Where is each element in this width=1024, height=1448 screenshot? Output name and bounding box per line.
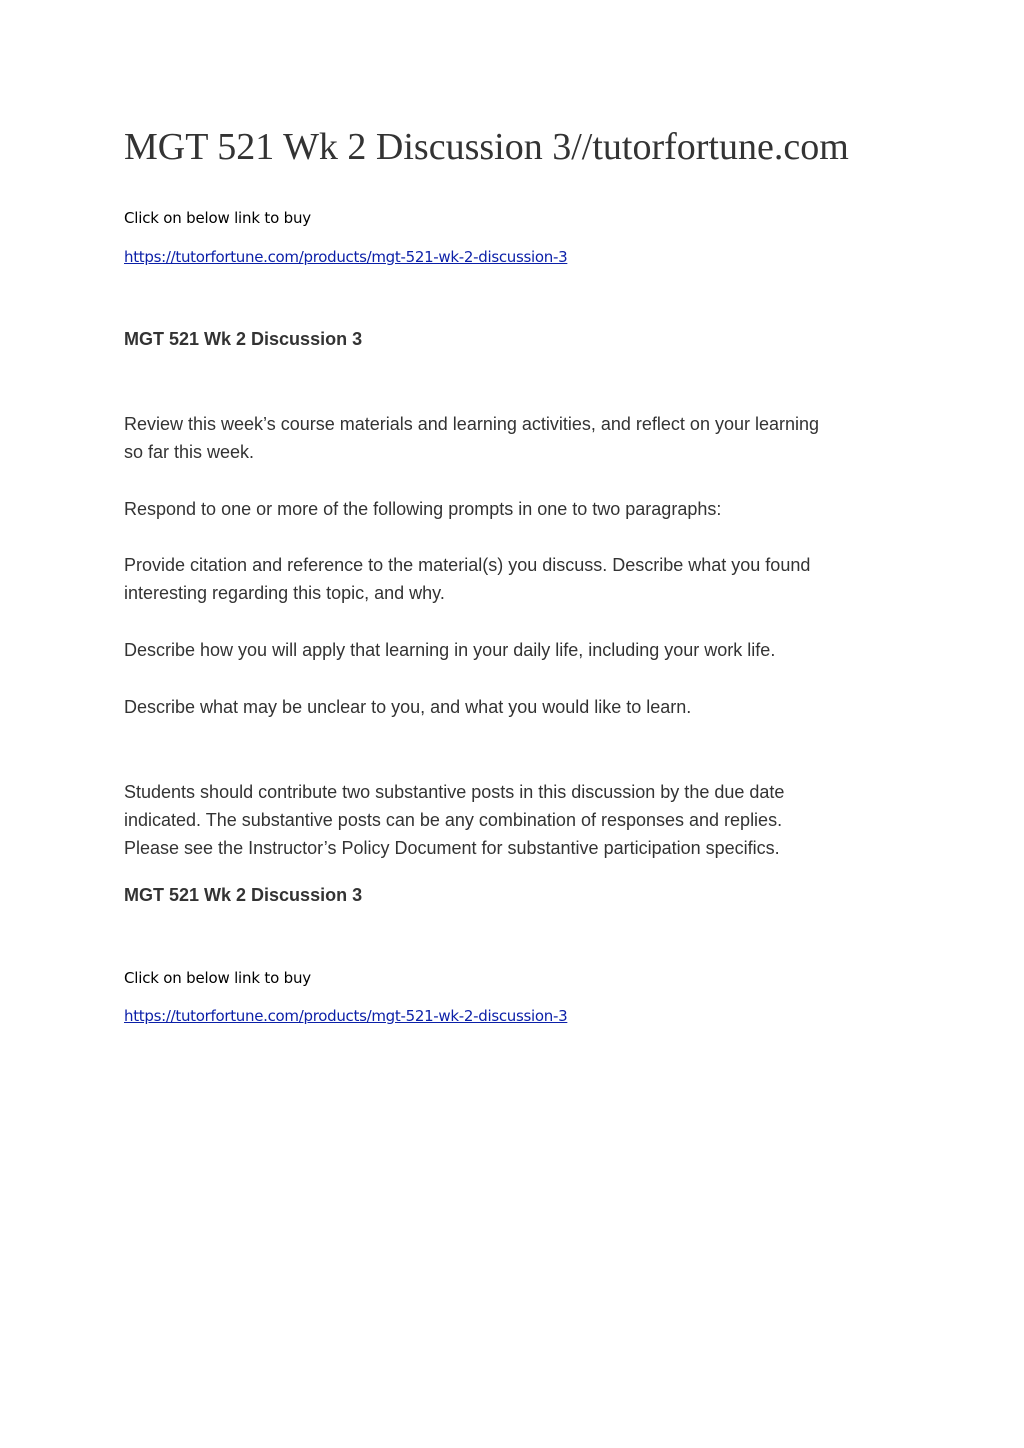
paragraph-apply-line-1: Describe how you will apply that learning in your daily life, including your work life. bbox=[124, 640, 776, 660]
paragraph-unclear-line-1: Describe what may be unclear to you, and what you would like to learn. bbox=[124, 697, 692, 717]
paragraph-citation-line-2: interesting regarding this topic, and why. bbox=[124, 583, 445, 603]
paragraph-apply bbox=[124, 636, 904, 664]
document-title: MGT 521 Wk 2 Discussion 3//tutorfortune.com bbox=[124, 126, 849, 168]
paragraph-students-line-3: Please see the Instructor’s Policy Document for substantive participation specifics. bbox=[124, 838, 780, 858]
paragraph-respond-line-1: Respond to one or more of the following prompts in one to two paragraphs: bbox=[124, 499, 722, 519]
paragraph-respond bbox=[124, 495, 904, 523]
section-heading-top: MGT 521 Wk 2 Discussion 3 bbox=[124, 329, 363, 349]
paragraph-students bbox=[124, 778, 904, 862]
paragraph-review-line-1: Review this week’s course materials and learning activities, and reflect on your learning bbox=[124, 414, 820, 434]
paragraph-review bbox=[124, 410, 904, 466]
paragraph-review-line-2: so far this week. bbox=[124, 442, 255, 462]
paragraph-citation-line-1: Provide citation and reference to the material(s) you discuss. Describe what you found bbox=[124, 555, 811, 575]
paragraph-students-line-1: Students should contribute two substantive posts in this discussion by the due date bbox=[124, 782, 785, 802]
top-link-intro: Click on below link to buy bbox=[124, 209, 311, 227]
section-heading-bottom: MGT 521 Wk 2 Discussion 3 bbox=[124, 885, 363, 905]
paragraph-students-line-2: indicated. The substantive posts can be any combination of responses and replies. bbox=[124, 810, 783, 830]
paragraph-unclear bbox=[124, 693, 904, 721]
bottom-link-intro: Click on below link to buy bbox=[124, 969, 311, 987]
bottom-product-link[interactable]: https://tutorfortune.com/products/mgt-521-wk-2-discussion-3 bbox=[124, 1007, 568, 1025]
paragraph-citation bbox=[124, 551, 904, 607]
top-product-link[interactable]: https://tutorfortune.com/products/mgt-521-wk-2-discussion-3 bbox=[124, 248, 568, 266]
